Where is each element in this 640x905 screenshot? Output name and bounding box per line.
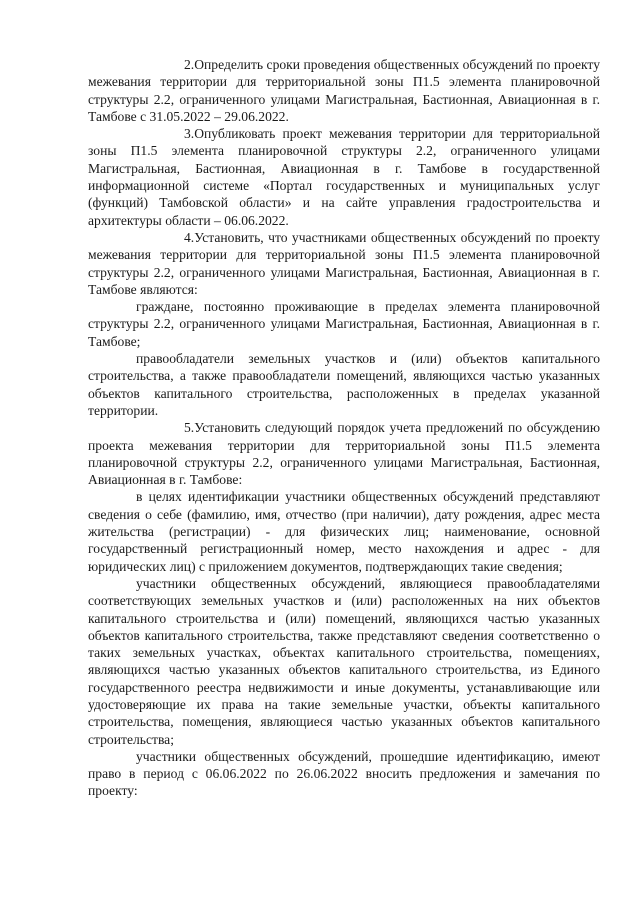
item-number: 4. — [184, 229, 195, 245]
paragraph-rightholders — [88, 350, 600, 419]
paragraph-text: граждане, постоянно проживающие в пределах элемента планировочной структуры 2.2, ограниченного улицами Магистральная, Бастионная, Авиационная в г. Тамбове; — [88, 299, 600, 349]
paragraph-text: правообладатели земельных участков и (или) объектов капитального строительства, а также правообладатели помещений, являющихся частью указанных объектов капитального строительства, расположенных в пределах указанной территории. — [88, 351, 600, 418]
paragraph-text: Опубликовать проект межевания территории для территориальной зоны П1.5 элемента планировочной структуры 2.2, ограниченного улицами Магистральная, Бастионная, Авиационная в г. Тамбове в государственной информационной системе «Портал государственных и муниципальных услуг (функций) Тамбовской области» и на сайте управления градостроительства и архитектуры области – 06.06.2022. — [88, 126, 600, 228]
item-number: 5. — [184, 420, 195, 436]
paragraph-proposals-period — [88, 748, 600, 800]
paragraph-text: Установить следующий порядок учета предложений по обсуждению проекта межевания территории для территориальной зоны П1.5 элемента планировочной структуры 2.2, ограниченного улицами Магистральная, Бастионная, Авиационная в г. Тамбове: — [88, 420, 600, 488]
paragraph-text: Установить, что участниками общественных обсуждений по проекту межевания территории для территориальной зоны П1.5 элемента планировочной структуры 2.2, ограниченного улицами Магистральная, Бастионная, Авиационная в г. Тамбове являются: — [88, 229, 600, 297]
paragraph-item-2 — [88, 56, 600, 125]
paragraph-text: в целях идентификации участники общественных обсуждений представляют сведения о себе (фамилию, имя, отчество (при наличии), дату рождения, адрес места жительства (регистрации) - для физических лиц; наименование, основной государственный регистрационный номер, место нахождения и адрес - для юридических лиц) с приложением документов, подтверждающих такие сведения; — [88, 489, 600, 574]
item-number: 3. — [184, 126, 195, 142]
paragraph-item-4 — [88, 229, 600, 298]
item-number: 2. — [184, 57, 195, 72]
paragraph-identification — [88, 488, 600, 574]
paragraph-text: Определить сроки проведения общественных обсуждений по проекту межевания территории для территориальной зоны П1.5 элемента планировочной структуры 2.2, ограниченного улицами Магистральная, Бастионная, Авиационная в г. Тамбове с 31.05.2022 – 29.06.2022. — [88, 57, 600, 124]
document-page — [88, 56, 600, 800]
paragraph-property-owners — [88, 575, 600, 748]
paragraph-item-5 — [88, 419, 600, 488]
paragraph-text: участники общественных обсуждений, прошедшие идентификацию, имеют право в период с 06.06.2022 по 26.06.2022 вносить предложения и замечания по проекту: — [88, 748, 600, 799]
paragraph-text: участники общественных обсуждений, являющиеся правообладателями соответствующих земельных участков и (или) расположенных на них объектов капитального строительства и (или) помещений, являющихся частью указанных объектов капитального строительства, также представляют сведения соответственно о таких земельных участках, объектах капитального строительства, помещениях, являющихся частью указанных объектов капитального строительства, из Единого государственного реестра недвижимости и иные документы, устанавливающие или удостоверяющие их права на такие земельные участки, объекты капитального строительства, помещения, являющиеся частью указанных объектов капитального строительства; — [88, 575, 600, 747]
paragraph-citizens — [88, 298, 600, 350]
paragraph-item-3 — [88, 125, 600, 229]
